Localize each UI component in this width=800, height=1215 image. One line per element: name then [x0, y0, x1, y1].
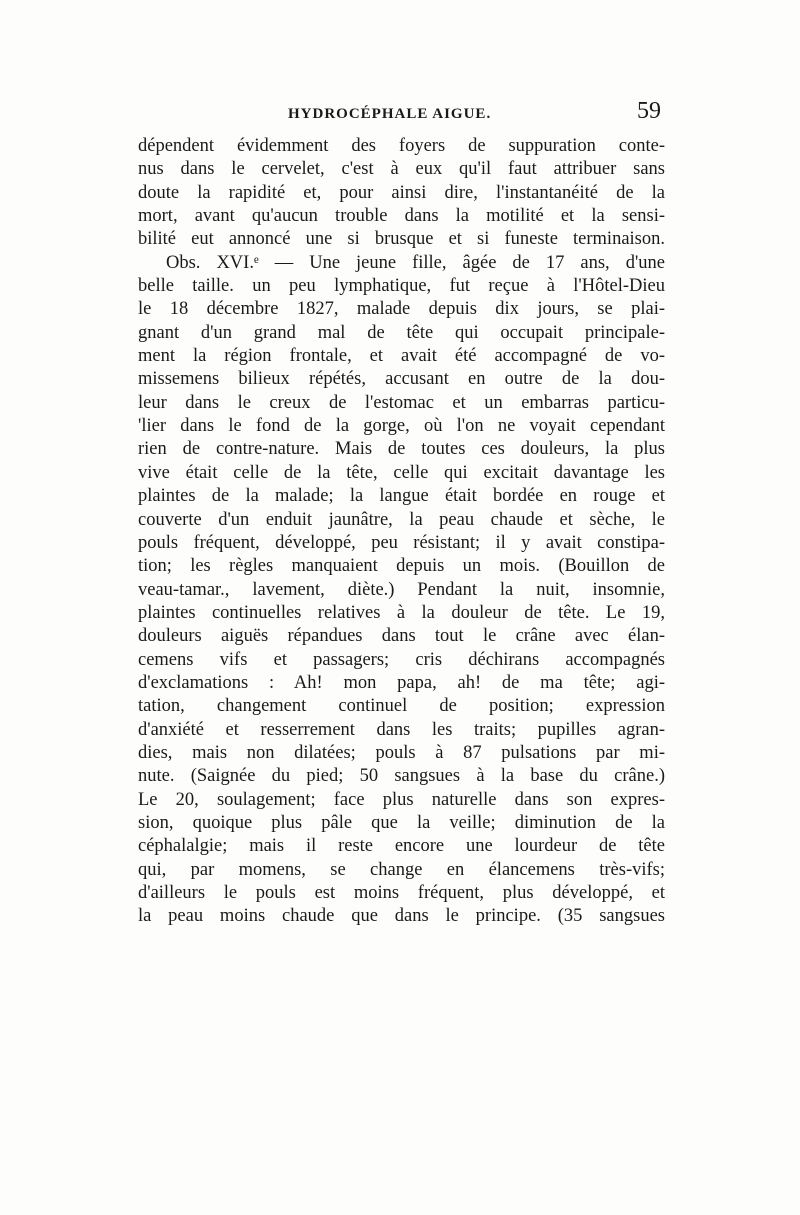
text-line: sion, quoique plus pâle que la veille; diminution de la — [138, 812, 665, 833]
text-line: tion; les règles manquaient depuis un mois. (Bouillon de — [138, 556, 665, 577]
page-number: 59 — [637, 98, 661, 124]
text-line: cemens vifs et passagers; cris déchirans accompagnés — [138, 649, 665, 670]
text-line: doute la rapidité et, pour ainsi dire, l'instantanéité de la — [138, 182, 665, 203]
observation-heading-line: Obs. XVI.ᵉ — Une jeune fille, âgée de 17 ans, d'une — [166, 252, 665, 273]
text-line: dies, mais non dilatées; pouls à 87 pulsations par mi- — [138, 742, 665, 763]
text-line: leur dans le creux de l'estomac et un embarras particu- — [138, 392, 665, 413]
text-line: douleurs aiguës répandues dans tout le crâne avec élan- — [138, 626, 665, 647]
text-line: plaintes de la malade; la langue était bordée en rouge et — [138, 486, 665, 507]
text-line: d'anxiété et resserrement dans les traits; pupilles agran- — [138, 719, 665, 740]
text-line: veau-tamar., lavement, diète.) Pendant la nuit, insomnie, — [138, 579, 665, 600]
text-line: rien de contre-nature. Mais de toutes ces douleurs, la plus — [138, 439, 665, 460]
text-line: ment la région frontale, et avait été accompagné de vo- — [138, 346, 665, 367]
text-line: la peau moins chaude que dans le principe. (35 sangsues — [138, 906, 665, 927]
body-text — [138, 135, 665, 929]
text-line: gnant d'un grand mal de tête qui occupait principale- — [138, 322, 665, 343]
text-line: céphalalgie; mais il reste encore une lourdeur de tête — [138, 836, 665, 857]
text-line: plaintes continuelles relatives à la douleur de tête. Le 19, — [138, 602, 665, 623]
text-line: dépendent évidemment des foyers de suppuration conte- — [138, 136, 665, 156]
text-line: Le 20, soulagement; face plus naturelle dans son expres- — [138, 789, 665, 810]
text-line: missemens bilieux répétés, accusant en outre de la dou- — [138, 369, 665, 390]
text-line: nute. (Saignée du pied; 50 sangsues à la base du crâne.) — [138, 766, 665, 787]
text-line: pouls fréquent, développé, peu résistant; il y avait constipa- — [138, 532, 665, 553]
text-line: le 18 décembre 1827, malade depuis dix jours, se plai- — [138, 299, 665, 320]
text-line: d'ailleurs le pouls est moins fréquent, plus développé, et — [138, 883, 665, 903]
text-line: 'lier dans le fond de la gorge, où l'on ne voyait cependant — [138, 416, 665, 437]
text-line: bilité eut annoncé une si brusque et si funeste terminaison. — [138, 229, 665, 250]
text-line: qui, par momens, se change en élancemens très-vifs; — [138, 859, 665, 880]
text-line: vive était celle de la tête, celle qui excitait davantage les — [138, 462, 665, 483]
text-line: nus dans le cervelet, c'est à eux qu'il faut attribuer sans — [138, 159, 665, 180]
text-line: belle taille. un peu lymphatique, fut reçue à l'Hôtel-Dieu — [138, 276, 665, 297]
running-title: HYDROCÉPHALE AIGUE. — [288, 106, 492, 122]
text-line: d'exclamations : Ah! mon papa, ah! de ma tête; agi- — [138, 672, 665, 693]
text-line: mort, avant qu'aucun trouble dans la motilité et la sensi- — [138, 206, 665, 227]
text-line: couverte d'un enduit jaunâtre, la peau chaude et sèche, le — [138, 509, 665, 530]
text-line: tation, changement continuel de position; expression — [138, 696, 665, 717]
running-head — [138, 98, 663, 128]
